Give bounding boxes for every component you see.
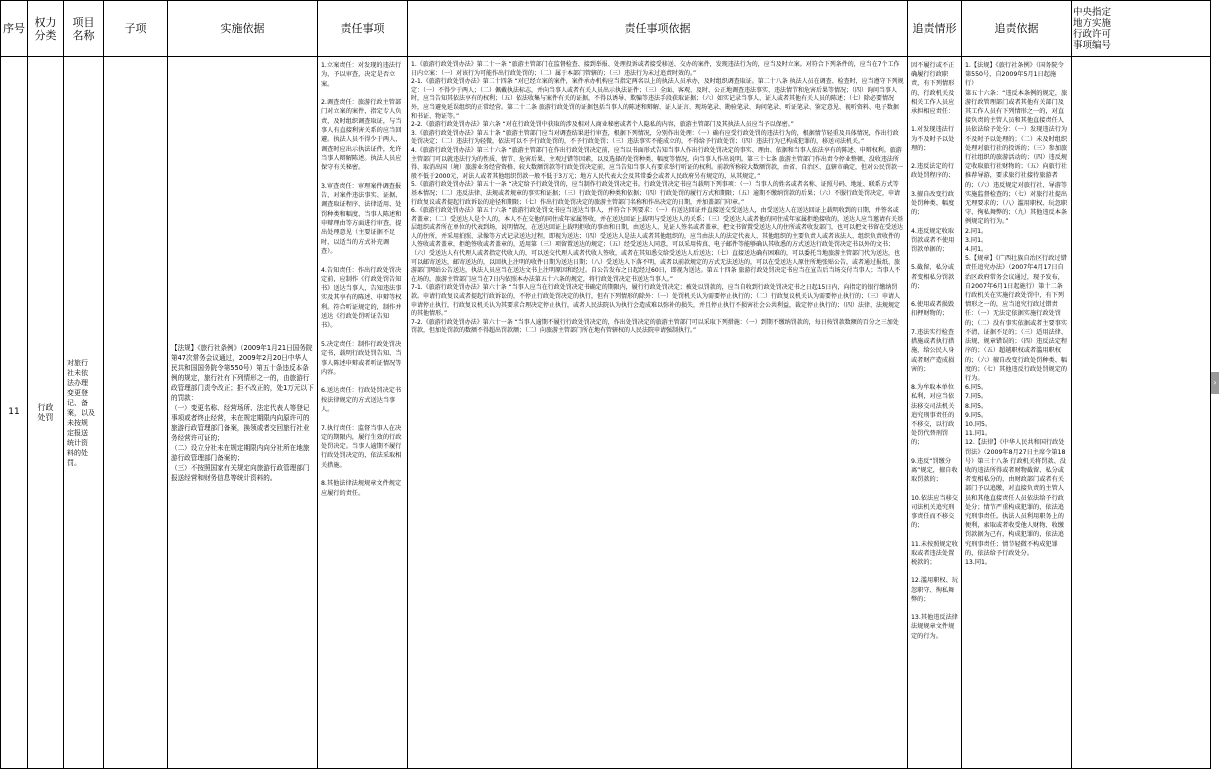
header-central-code: 中央指定 地方实施 行政许可 事项编号: [1072, 1, 1211, 57]
row-category: 行政 处罚: [28, 57, 64, 769]
row-accountability: 因不履行或不正确履行行政职责，有下列情形的，行政机关及相关工作人员应承担相应责任： 1.对发现违法行为不及时予以处理的； 2.违反法定的行政处罚程序的； 3.擅自改变行政处罚种类、幅度的； 4.违反规定收取罚款或者不使用罚款单据的； 5.截留、私分或者变相私分罚款的； 6.使用或者损毁扣押财物的； 7.违法实行检查措施或者执行措施，给公民人身或者财产造成损害的； 8.为牟取本单位私利，对应当依法移交司法机关追究刑事责任的不移交，以行政处罚代替刑罚的； 9.违反“罚缴分离”规定，擅自收取罚款的； 10.依法应当移交司法机关追究刑事责任而不移交的； 11.未按照规定收取或者违法处置税款的； 12.滥用职权、玩忽职守、徇私舞弊的； 13.其他违反法律法规规章文件规定的行为。: [908, 57, 962, 769]
table-row: [1, 57, 1211, 769]
header-category: 权力 分类: [28, 1, 64, 57]
header-duty-basis: 责任事项依据: [408, 1, 908, 57]
header-accountability: 追责情形: [908, 1, 962, 57]
row-name: 对旅行 社未依 法办理 变更登 记、备 案，以及 未按规 定报送 统计资 料的处 罚。: [64, 57, 104, 769]
row-seq: 11: [1, 57, 28, 769]
row-sub: [104, 57, 168, 769]
row-central-code: [1072, 57, 1211, 769]
scroll-right-icon[interactable]: ›: [1211, 372, 1219, 394]
header-row: [1, 1, 1211, 57]
header-basis: 实施依据: [168, 1, 318, 57]
header-account-basis: 追责依据: [962, 1, 1072, 57]
header-name: 项目 名称: [64, 1, 104, 57]
row-duty-basis: 1.《旅游行政处罚办法》第二十一条 “旅游主管部门在监督检查、接到举报、处理投诉或者接受移送、交办的案件，发现违法行为的，应当及时立案。对符合下列条件的，应当在7个工作日内立案：（一）对该行为可能作出行政处罚的；（二）属于本部门管辖的；（三）违法行为未过追责时效的。” 2-1.《旅游行政处罚办法》第二十四条 “对已经立案的案件，案件承办机构应当指定两名以上的执法人员承办，及时组织调查取证。第二十八条 执法人员在调查、检查时，应当遵守下列规定：（一）不得少于两人；（二）佩戴执法标志，并向当事人或者有关人员出示执法证件；（三）全面、客观、及时、公正地调查违法事实、违法情节和危害后果等情况；（四）询问当事人时，应当告知其依法享有的权利；（五）依法收集与案件有关的证据，不得以诱导、欺骗等违法手段获取证据；（六）如实记录当事人、证人或者其他有关人员的陈述；（七）除必要情况外，应当避免延误组织的正常经营。第二十二条 旅游行政处罚的证据包括当事人的陈述和辩解、证人证言、现场笔录、勘验笔录、询问笔录、听证笔录、鉴定意见、视听资料、电子数据和书证、物证等。” 2-2.《旅游行政处罚办法》第六条 “对在行政处罚中获取的涉及相对人商业秘密或者个人隐私的内容，旅游主管部门及其执法人员应当予以保密。” 3.《旅游行政处罚办法》第五十条 “旅游主管部门应当对调查结果进行审查，根据下列情况，分别作出处理：（一）确有应受行政处罚的违法行为的，根据情节轻重及具体情况，作出行政处罚决定；（二）违法行为轻微，依法可以不予行政处罚的，不予行政处罚；（三）违法事实不能成立的，不得给予行政处罚；（四）违法行为已构成犯罪的，移送司法机关。” 4.《旅游行政处罚办法》第三十六条 “旅游主管部门在作出行政处罚决定前，应当以书面形式告知当事人作出行政处罚决定的事实、理由、依据和当事人依法享有的陈述、申辩权利。旅游主管部门可以就违法行为的性质、情节、危害后果、主观过错等因素，以及选择的处罚种类、幅度等情况，向当事人作出说明。第三十七条 旅游主管部门作出责令停业整顿、没收违法所得、取消出国（境）旅游业务经营资格、较大数额罚款等行政处罚决定前，应当告知当事人有要求举行听证的权利。前款所称较大数额罚款，由省、自治区、直辖市确定，但对公民罚款一般不低于2000元，对法人或者其他组织罚款一般不低于3万元；地方人民代表大会及其常委会或者人民政府另有规定的，从其规定。” 5.《旅游行政处罚办法》第五十一条 “决定给予行政处罚的，应当制作行政处罚决定书。行政处罚决定书应当载明下列事项：（一）当事人的姓名或者名称、证照号码、地址、联系方式等基本情况；（二）违反法律、法规或者规章的事实和证据；（三）行政处罚的种类和依据；（四）行政处罚的履行方式和期限；（五）逾期不缴纳罚款的后果；（六）不服行政处罚决定，申请行政复议或者提起行政诉讼的途径和期限；（七）作出行政处罚决定的旅游主管部门名称和作出决定的日期，并加盖部门印章。” 6.《旅游行政处罚办法》第五十六条 “旅游行政处罚文书应当送达当事人，并符合下列要求：（一）有送达回证并直接送交受送达人，由受送达人在送达回证上载明收到的日期，并签名或者盖章；（二）受送达人是个人的，本人不在交他的同住成年家属签收，并在送达回证上载明与受送达人的关系；（三）受送达人或者他的同住成年家属拒绝接收的，送达人应当邀请有关基层组织或者所在单位的代表到场，说明情况，在送达回证上载明拒收的事由和日期，由送达人、见证人签名或者盖章，把文书留置受送达人的住所或者收发部门，也可以把文书留在受送达人的住所，并采用拍照、录像等方式记录送达过程，即视为送达；（四）受送达人是法人或者其他组织的，应当由法人的法定代表人、其他组织的主要负责人或者该法人、组织负责收件的人签收或者盖章，拒绝签收或者盖章的，适用第（三）项留置送达的规定；（五）经受送达人同意，可以采用传真、电子邮件等能够确认其收悉的方式送达行政处罚决定书以外的文书；（六）受送达人有代理人或者指定代收人的，可以送交代理人或者代收人签收，或者在其知悉交给受送达人后送达；（七）直接送达确有困难的，可以委托当地旅游主管部门代为送达，也可以邮寄送达，邮寄送达的，以回执上注明的收件日期为送达日期；（八）受送达人下落不明，或者以前款规定的方式无法送达的，可以在受送达人原住所地张贴公告，或者通过报纸、旅游部门网站公告送达，执法人员应当在送达文书上注明原因和经过。自公告发布之日起经过60日，即视为送达。第五十四条 旅游行政处罚决定书应当在宣告后当场交付当事人；当事人不在场的，旅游主管部门应当在7日内依照本办法第五十六条的规定，将行政处罚决定书送达当事人。” 7-1.《旅游行政处罚办法》第六十条 “当事人应当在行政处罚决定书确定的期限内，履行行政处罚决定；被处以罚款的，应当自收到行政处罚决定书之日起15日内，向指定的银行缴纳罚款。申请行政复议或者提起行政诉讼的，不停止行政处罚决定的执行，但有下列情形的除外：（一）处罚机关认为需要停止执行的；（二）行政复议机关认为需要停止执行的；（三）申请人申请停止执行，行政复议机关认为其要求合理决定停止执行，或者人民法院认为执行会造成难以弥补的损失，并且停止执行不损害社会公共利益，裁定停止执行的；（四）法律、法规规定的其他情形。” 7-2.《旅游行政处罚办法》第六十一条 “当事人逾期不履行行政处罚决定的，作出处罚决定的旅游主管部门可以采取下列措施：（一）到期不缴纳罚款的，每日按罚款数额的百分之三加处罚款，但加处罚款的数额不得超出罚款额；（二）向旅游主管部门所在地有管辖权的人民法院申请强制执行。”: [408, 57, 908, 769]
row-basis: 【法规】《旅行社条例》（2009年1月21日国务院第47次常务会议通过，2009年2月20日中华人民共和国国务院令第550号）第五十条违反本条例的规定，旅行社有下列情形之一的，由旅游行政管理部门责令改正；拒不改正的，处1万元以下的罚款： （一）变更名称、经营场所、法定代表人等登记事项或者终止经营，未在规定期限内向原许可的旅游行政管理部门备案，换领或者交回旅行社业务经营许可证的； （二）设立分社未在规定期限内向分社所在地旅游行政管理部门备案的； （三）不按照国家有关规定向旅游行政管理部门报送经营和财务信息等统计资料的。: [168, 57, 318, 769]
row-account-basis: 1.【法规】《旅行社条例》（国务院令第550号，自2009年5月1日起施行） 第五十六条：“违反本条例的规定，旅游行政管理部门或者其他有关部门及其工作人员有下列情形之一的，对直接负责的主管人员和其他直接责任人员依法给予处分：（一）发现违法行为不及时予以处理的；（二）未及时组织处理对旅行社的投诉的；（三）参加旅行社组织的旅游活动的；（四）违反规定收取旅行社财物的；（五）向旅行社推荐导游，要求旅行社接待旅游者的；（六）违反规定对旅行社、导游等实施监督检查的；（七）对旅行社提出无理要求的；（八）滥用职权、玩忽职守、徇私舞弊的；（九）其他违反本条例规定的行为。” 2.同1。 3.同1。 4.同1。 5.【规章】《广西壮族自治区行政过错责任追究办法》（2007年4月17日自治区政府常务会议通过，现予发布，自2007年6月1日起施行）第十二条 行政机关在实施行政处罚中，有下列情形之一的，应当追究行政过错责任：（一）无法定依据实施行政处罚的；（二）没有事实依据或者主要事实不清、证据不足的；（三）适用法律、法规、规章错误的；（四）违反法定程序的；（五）超越职权或者滥用职权的；（六）擅自改变行政处罚种类、幅度的；（七）其他违反行政处罚规定的行为。 6.同5。 7.同5。 8.同5。 9.同5。 10.同5。 11.同1。 12.【法律】《中华人民共和国行政处罚法》（2009年8月27日主席令第18号）第三十八条 行政机关将罚款、没收的违法所得或者财物截留、私分或者变相私分的，由财政部门或者有关部门予以追缴，对直接负责的主管人员和其他直接责任人员依法给予行政处分；情节严重构成犯罪的，依法追究刑事责任。执法人员利用职务上的便利，索取或者收受他人财物、收缴罚款据为己有，构成犯罪的，依法追究刑事责任；情节轻微不构成犯罪的，依法给予行政处分。 13.同1。: [962, 57, 1072, 769]
header-duty: 责任事项: [318, 1, 408, 57]
row-duty: 1.立案责任：对发现的违法行为，予以审查，决定是否立案。 2.调查责任：旅游行政主管部门对立案的案件，指定专人负责，及时组织调查取证，与当事人有直接利害关系的应当回避。执法人员不得少于两人，调查时应出示执法证件，允许当事人辩解陈述。执法人员应保守有关秘密。 3.审查责任：审理案件调查报告，对案件违法事实、证据、调查取证程序、法律适用、处罚种类和幅度、当事人陈述和申辩理由等方面进行审查，提出处理意见（主要证据不足时，以适当的方式补充调查）。 4.告知责任：作出行政处罚决定前，应制作《行政处罚告知书》送达当事人，告知违法事实及其享有的陈述、申辩等权利。符合听证规定的，制作并送达《行政处罚听证告知书》。 5.决定责任：制作行政处罚决定书，载明行政处罚告知、当事人陈述申辩或者听证情况等内容。 6.送达责任：行政处罚决定书按法律规定的方式送达当事人。 7.执行责任：监督当事人在决定的期限内，履行生效的行政处罚决定。当事人逾期不履行行政处罚决定的，依法采取相关措施。 8.其他法律法规规章文件规定应履行的责任。: [318, 57, 408, 769]
header-sub: 子项: [104, 1, 168, 57]
header-seq: 序号: [1, 1, 28, 57]
